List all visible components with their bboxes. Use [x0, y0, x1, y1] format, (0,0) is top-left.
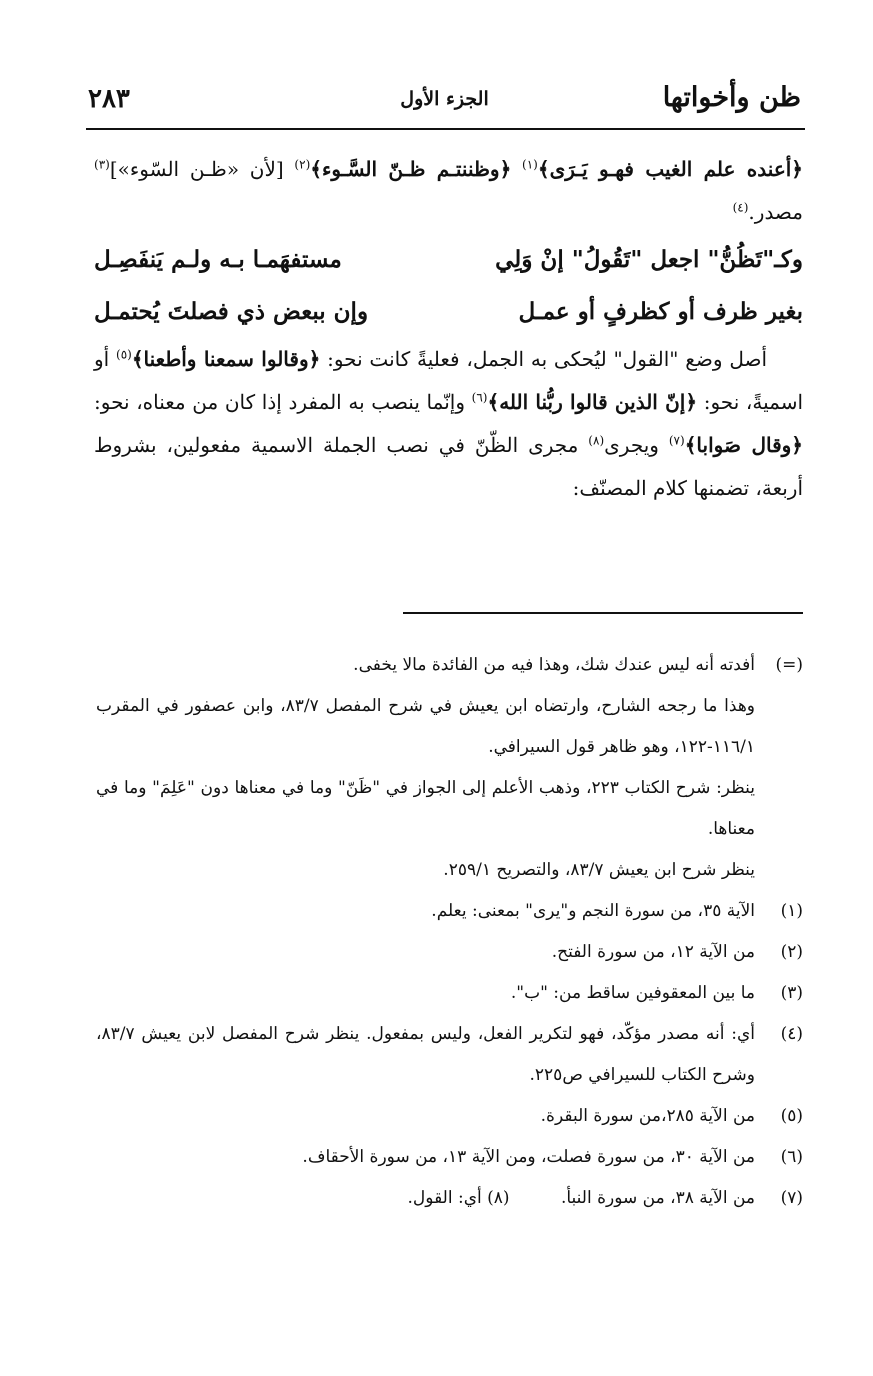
footnote-ref: (٦) — [471, 390, 488, 405]
footnote-number: (٧) — [780, 1188, 803, 1208]
footnote-ref: (٥) — [116, 347, 132, 362]
bracket-text: [لأن «ظـن السّوء»] — [109, 157, 284, 181]
quran-quote: ﴿إنّ الذين قالوا ربُّنا الله﴾ — [487, 390, 698, 414]
footnote-ref: (١) — [522, 157, 538, 172]
footnote-number: (٢) — [780, 942, 803, 962]
footnote-text: الآية ٣٥، من سورة النجم و"يرى" بمعنى: يعلم. — [431, 901, 755, 921]
footnote-number: (٥) — [780, 1106, 803, 1126]
footnote-ref: (٢) — [294, 157, 311, 172]
verse-first-half: بغير ظرف أو كظرفٍ أو عمـل — [518, 298, 803, 325]
opening-line — [94, 148, 803, 234]
verse-line — [94, 286, 803, 338]
footnote — [96, 1137, 803, 1178]
footnote-text — [96, 1178, 755, 1219]
footnote-text-7: من الآية ٣٨، من سورة النبأ. — [560, 1188, 755, 1208]
footnote — [96, 645, 803, 686]
footnote-number: (=) — [775, 655, 803, 675]
footnote-ref: (٤) — [732, 200, 749, 215]
footnote — [96, 850, 803, 891]
plain-text: مجرى الظّنّ في نصب الجملة الاسمية مفعولين، بشروط أربعة، تضمنها كلام المصنّف: — [94, 433, 803, 500]
footnote — [96, 1178, 803, 1219]
part-label: الجزء الأول — [400, 88, 489, 110]
page-number: ٢٨٣ — [88, 84, 130, 114]
footnote-number-8: (٨) — [487, 1188, 510, 1208]
footnotes — [96, 645, 803, 1219]
plain-text: أصل وضع "القول" ليُحكى به الجمل، فعليةً كانت نحو: — [327, 347, 768, 371]
plain-text: أو اسميةً، نحو: — [94, 347, 804, 414]
footnote — [96, 768, 803, 850]
footnote-number: (٣) — [780, 983, 803, 1003]
footnote-number: (١) — [780, 901, 803, 921]
verse-first-half: وكـ"تَظُنُّ" اجعل "تَقُولُ" إنْ وَلِي — [495, 246, 803, 273]
footnote-rule — [403, 612, 803, 614]
verse-second-half: وإن ببعض ذي فصلتَ يُحتمـل — [94, 298, 369, 325]
chapter-title: ظن وأخواتها — [662, 82, 801, 113]
header-rule — [86, 128, 805, 130]
footnote-text: وهذا ما رجحه الشارح، وارتضاه ابن يعيش في شرح المفصل ٨٣/٧، وابن عصفور في المقرب ١١٦/١-١٢٢، وهو ظاهر قول السيرافي. — [96, 696, 756, 757]
footnote — [96, 932, 803, 973]
footnote — [96, 1096, 803, 1137]
footnote — [96, 1014, 803, 1096]
footnote-text: أي: أنه مصدر مؤكّد، فهو لتكرير الفعل، وليس بمفعول. ينظر شرح المفصل لابن يعيش ٨٣/٧، وشرح الكتاب للسيرافي ص٢٢٥. — [96, 1024, 755, 1085]
plain-text: مصدر. — [748, 200, 803, 224]
footnote — [96, 686, 803, 768]
footnote-number: (٤) — [780, 1024, 803, 1044]
footnote-number — [755, 686, 803, 768]
footnote-ref: (٧) — [668, 433, 685, 448]
footnote-ref: (٣) — [94, 157, 110, 172]
footnote-text-8: أي: القول. — [407, 1188, 482, 1208]
quran-quote: ﴿أعنده علم الغيب فهـو يَـرَى﴾ — [537, 157, 804, 181]
main-text — [94, 148, 803, 510]
footnote-text: من الآية ١٢، من سورة الفتح. — [551, 942, 755, 962]
plain-text: ويجرى — [604, 433, 659, 457]
explanation-paragraph — [94, 338, 803, 510]
footnote-text: ما بين المعقوفين ساقط من: "ب". — [510, 983, 755, 1003]
quran-quote: ﴿وقال صَوابا﴾ — [684, 433, 804, 457]
footnote-number — [755, 850, 803, 891]
footnote — [96, 891, 803, 932]
footnote-ref: (٨) — [588, 433, 605, 448]
running-header — [88, 82, 801, 122]
footnote-number — [755, 768, 803, 850]
footnote — [96, 973, 803, 1014]
verse-second-half: مستفهَمـا بـه ولـم يَنفَصِـل — [94, 246, 342, 273]
footnote-number: (٦) — [780, 1147, 803, 1167]
footnote-text: من الآية ٣٠، من سورة فصلت، ومن الآية ١٣، من سورة الأحقاف. — [302, 1147, 755, 1167]
plain-text: وإنّما ينصب به المفرد إذا كان من معناه، نحو: — [94, 390, 465, 414]
quran-quote: ﴿وظننتـم ظـنّ السَّـوء﴾ — [310, 157, 512, 181]
footnote-text: من الآية ٢٨٥،من سورة البقرة. — [540, 1106, 755, 1126]
verse-line — [94, 234, 803, 286]
footnote-text: ينظر: شرح الكتاب ٢٢٣، وذهب الأعلم إلى الجواز في "ظَنّ" وما في معناها دون "عَلِمَ" وما في معناها. — [96, 778, 755, 839]
footnote-text: ينظر شرح ابن يعيش ٨٣/٧، والتصريح ٢٥٩/١. — [443, 860, 755, 880]
footnote-text: أفدته أنه ليس عندك شك، وهذا فيه من الفائدة مالا يخفى. — [353, 655, 755, 675]
quran-quote: ﴿وقالوا سمعنا وأطعنا﴾ — [131, 347, 321, 371]
